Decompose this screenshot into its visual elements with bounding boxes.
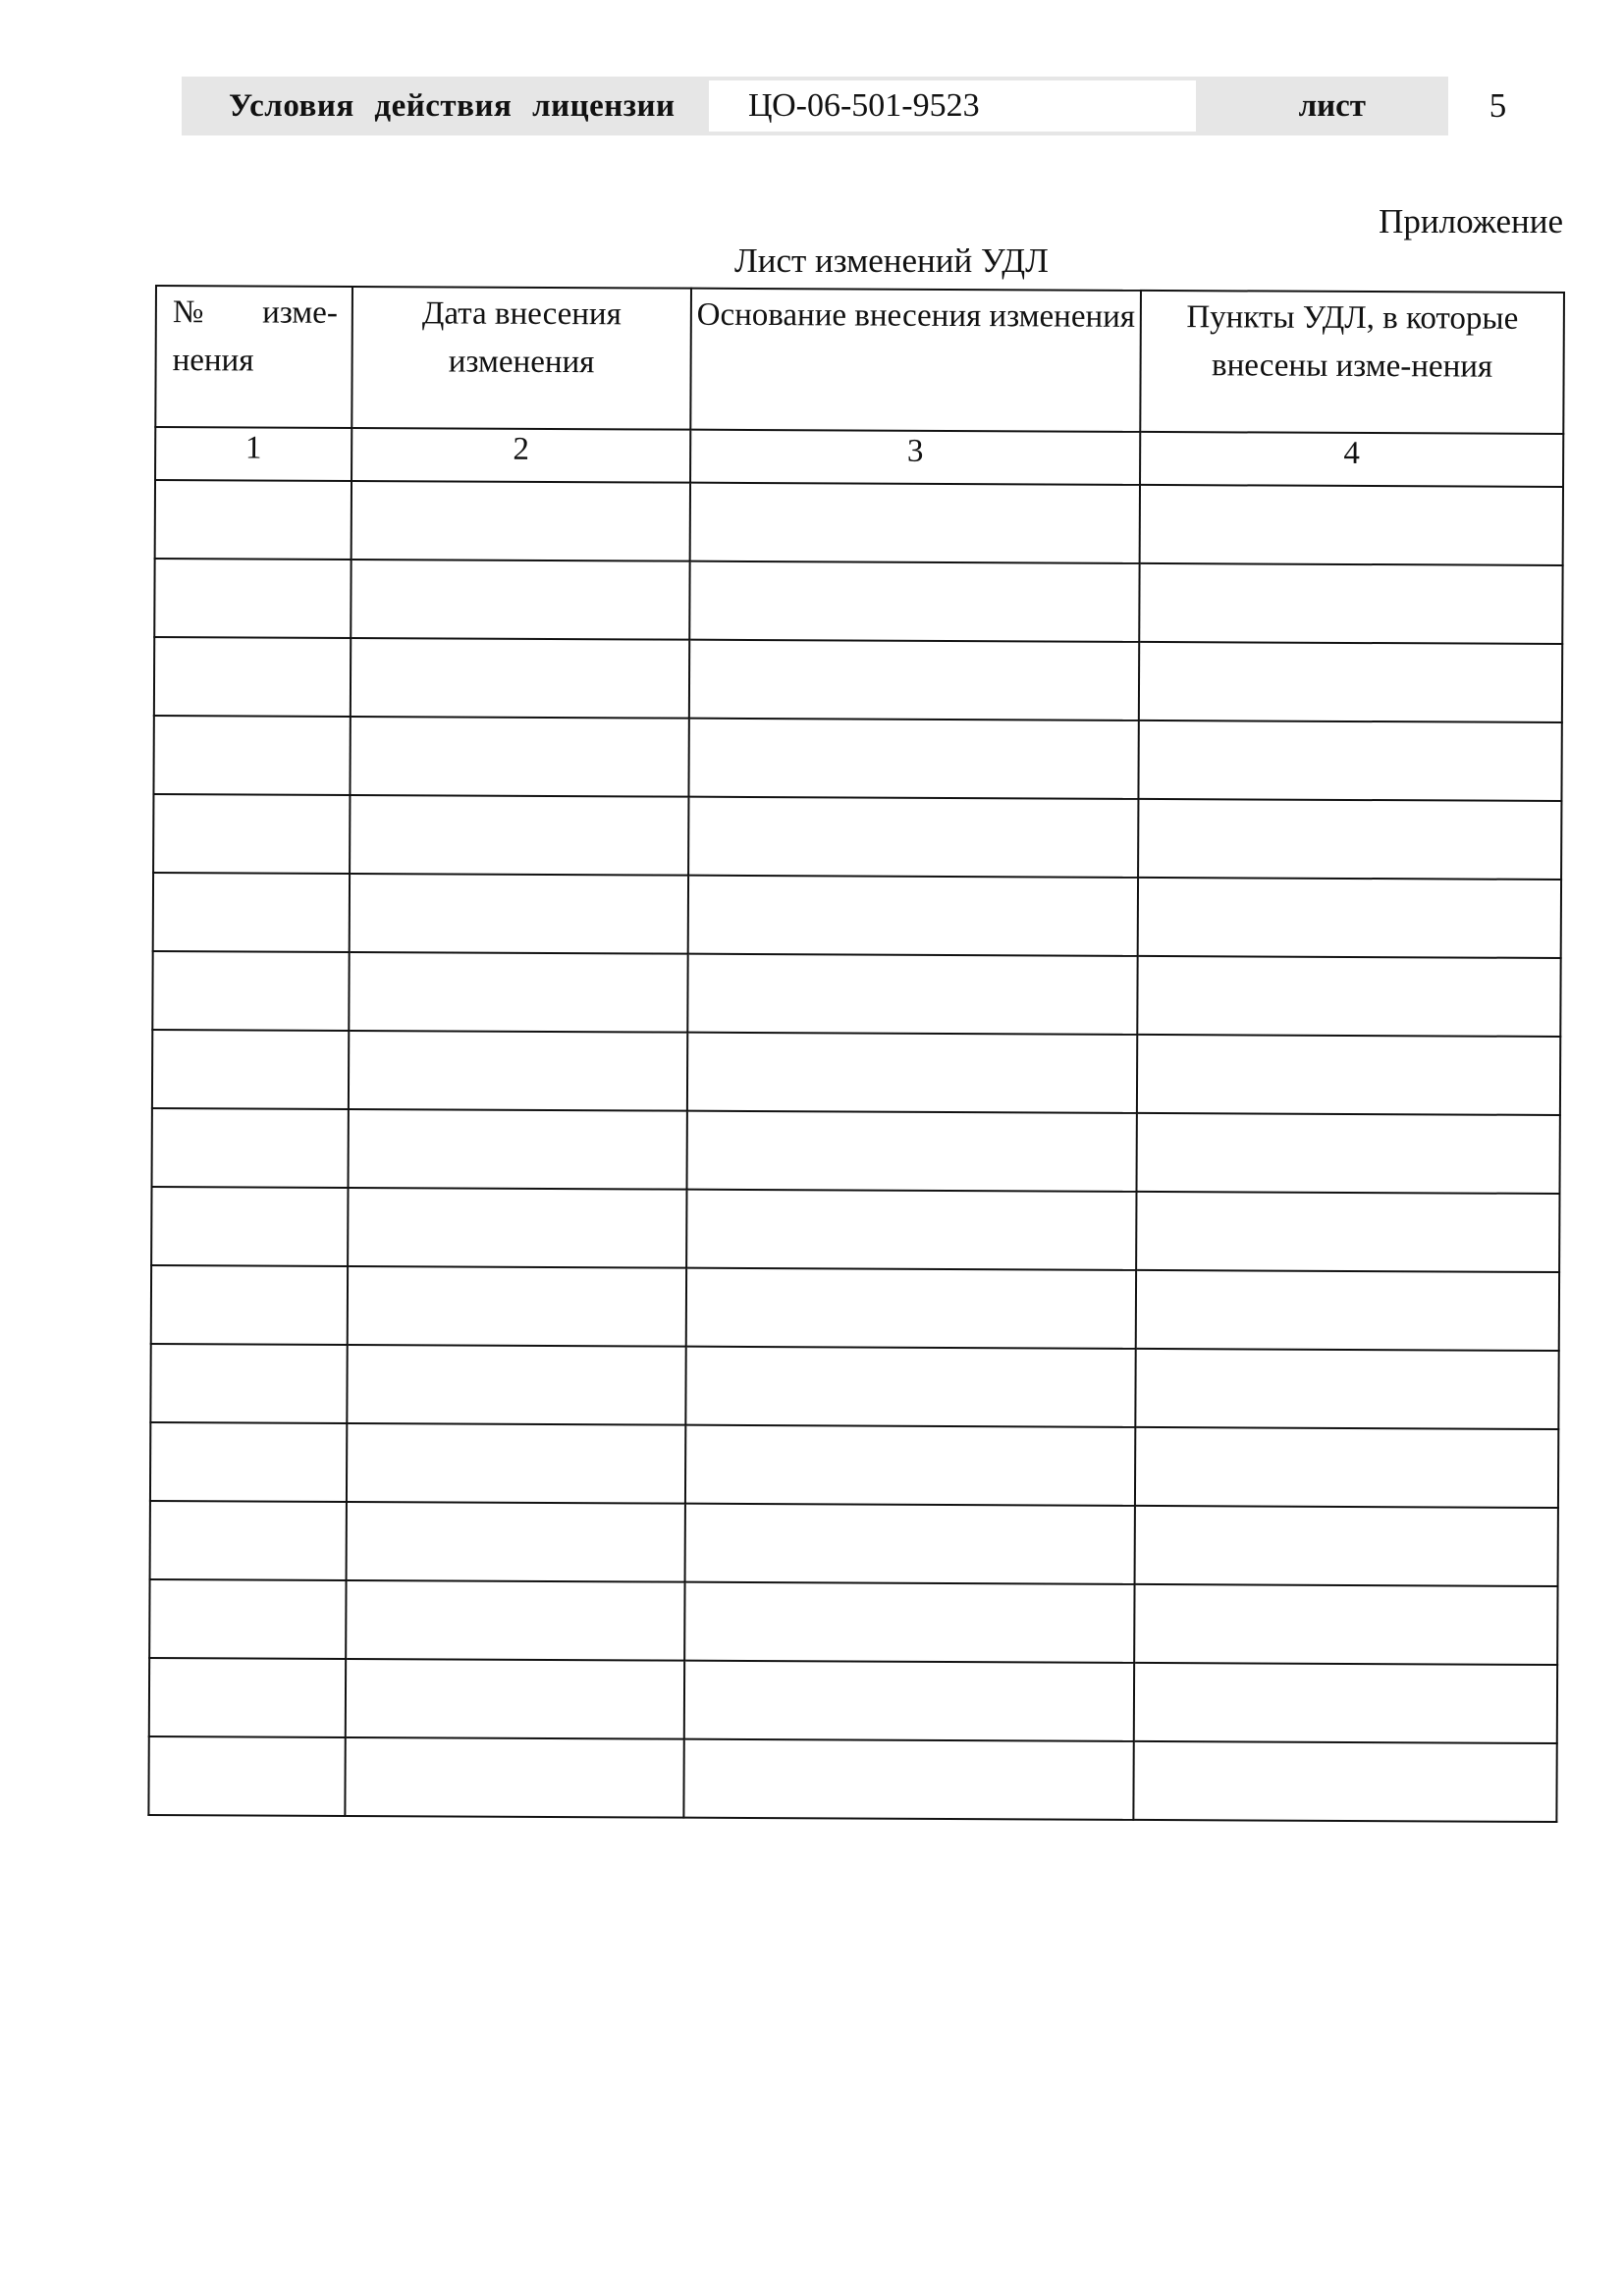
changes-table — [147, 285, 1565, 1823]
table-cell — [1135, 1427, 1558, 1508]
table-cell — [1139, 563, 1562, 644]
table-cell — [149, 1579, 346, 1659]
table-row — [153, 716, 1561, 801]
table-cell — [687, 1033, 1137, 1113]
table-cell — [152, 1030, 349, 1109]
table-cell — [1136, 1192, 1559, 1272]
table-cell — [345, 1737, 683, 1818]
table-row — [151, 1265, 1559, 1351]
table-row — [151, 1187, 1559, 1272]
table-cell — [349, 952, 687, 1033]
table-cell — [1138, 799, 1561, 880]
table-cell — [684, 1661, 1134, 1741]
table-cell — [352, 481, 690, 561]
table-cell — [154, 559, 351, 638]
table-cell — [347, 1502, 685, 1582]
table-cell — [687, 1111, 1137, 1192]
table-cell — [688, 876, 1138, 956]
license-number: ЦО-06-501-9523 — [709, 80, 1196, 132]
table-cell — [683, 1739, 1133, 1820]
table-cell — [1137, 956, 1560, 1037]
table-row — [153, 873, 1561, 958]
table-cell — [1135, 1349, 1558, 1429]
table-cell — [351, 560, 689, 640]
table-cell — [688, 719, 1138, 799]
table-cell — [155, 480, 352, 560]
table-cell — [349, 1031, 687, 1111]
table-row — [148, 1736, 1556, 1822]
table-cell — [1137, 1035, 1560, 1115]
table-cell — [685, 1347, 1135, 1427]
table-row — [149, 1658, 1557, 1743]
license-header-strip — [182, 77, 1507, 135]
table-cell — [150, 1344, 347, 1423]
table-header-row — [155, 286, 1564, 434]
column-number: 2 — [352, 428, 690, 483]
column-header-change-number: № изме-нения — [155, 286, 352, 428]
table-cell — [1134, 1663, 1557, 1743]
table-cell — [688, 797, 1138, 878]
table-cell — [152, 951, 349, 1031]
table-cell — [687, 954, 1137, 1035]
column-header-date: Дата внесения изменения — [352, 287, 691, 430]
column-number-row — [155, 427, 1563, 487]
column-number: 3 — [690, 430, 1140, 485]
table-cell — [1136, 1113, 1559, 1194]
table-cell — [1138, 721, 1561, 801]
table-cell — [152, 1108, 349, 1188]
table-cell — [149, 1658, 346, 1737]
table-row — [152, 1108, 1560, 1194]
table-cell — [348, 1266, 686, 1347]
table-cell — [151, 1187, 348, 1266]
table-row — [152, 1030, 1560, 1115]
table-cell — [1133, 1741, 1556, 1822]
table-row — [150, 1501, 1558, 1586]
table-cell — [347, 1423, 685, 1504]
table-row — [149, 1579, 1557, 1665]
table-cell — [686, 1190, 1136, 1270]
table-cell — [350, 717, 688, 797]
table-row — [153, 794, 1561, 880]
sheet-label: лист — [1298, 87, 1366, 124]
table-cell — [350, 795, 688, 876]
table-cell — [153, 794, 350, 874]
table-cell — [685, 1425, 1135, 1506]
column-number: 1 — [155, 427, 352, 481]
table-cell — [686, 1268, 1136, 1349]
table-row — [150, 1344, 1558, 1429]
column-header-items: Пункты УДЛ, в которые внесены изме-нения — [1140, 291, 1564, 434]
table-row — [155, 480, 1563, 565]
table-cell — [1136, 1270, 1559, 1351]
table-cell — [685, 1504, 1135, 1584]
license-conditions-label: Условия действия лицензии — [229, 87, 676, 124]
table-cell — [690, 483, 1140, 563]
table-cell — [346, 1659, 684, 1739]
column-number: 4 — [1140, 432, 1563, 487]
sheet-number: 5 — [1466, 80, 1530, 132]
table-cell — [350, 874, 688, 954]
table-cell — [347, 1345, 685, 1425]
table-row — [152, 951, 1560, 1037]
table-cell — [150, 1501, 347, 1580]
table-cell — [349, 1109, 687, 1190]
table-cell — [1139, 642, 1562, 722]
table-cell — [154, 637, 351, 717]
table-row — [154, 559, 1562, 644]
appendix-label: Приложение — [1379, 202, 1563, 240]
table-cell — [153, 716, 350, 795]
table-cell — [348, 1188, 686, 1268]
table-cell — [346, 1580, 684, 1661]
table-cell — [1140, 485, 1563, 565]
table-row — [150, 1422, 1558, 1508]
table-cell — [150, 1422, 347, 1502]
table-cell — [351, 638, 689, 719]
table-title: Лист изменений УДЛ — [734, 241, 1049, 280]
table-cell — [689, 640, 1139, 721]
table-row — [154, 637, 1562, 722]
table-cell — [689, 561, 1139, 642]
table-cell — [1138, 878, 1561, 958]
table-cell — [148, 1736, 345, 1816]
table-cell — [151, 1265, 348, 1345]
table-cell — [1135, 1506, 1558, 1586]
column-header-basis: Основание внесения изменения — [690, 289, 1141, 432]
table-cell — [1134, 1584, 1557, 1665]
table-cell — [153, 873, 350, 952]
table-cell — [684, 1582, 1134, 1663]
